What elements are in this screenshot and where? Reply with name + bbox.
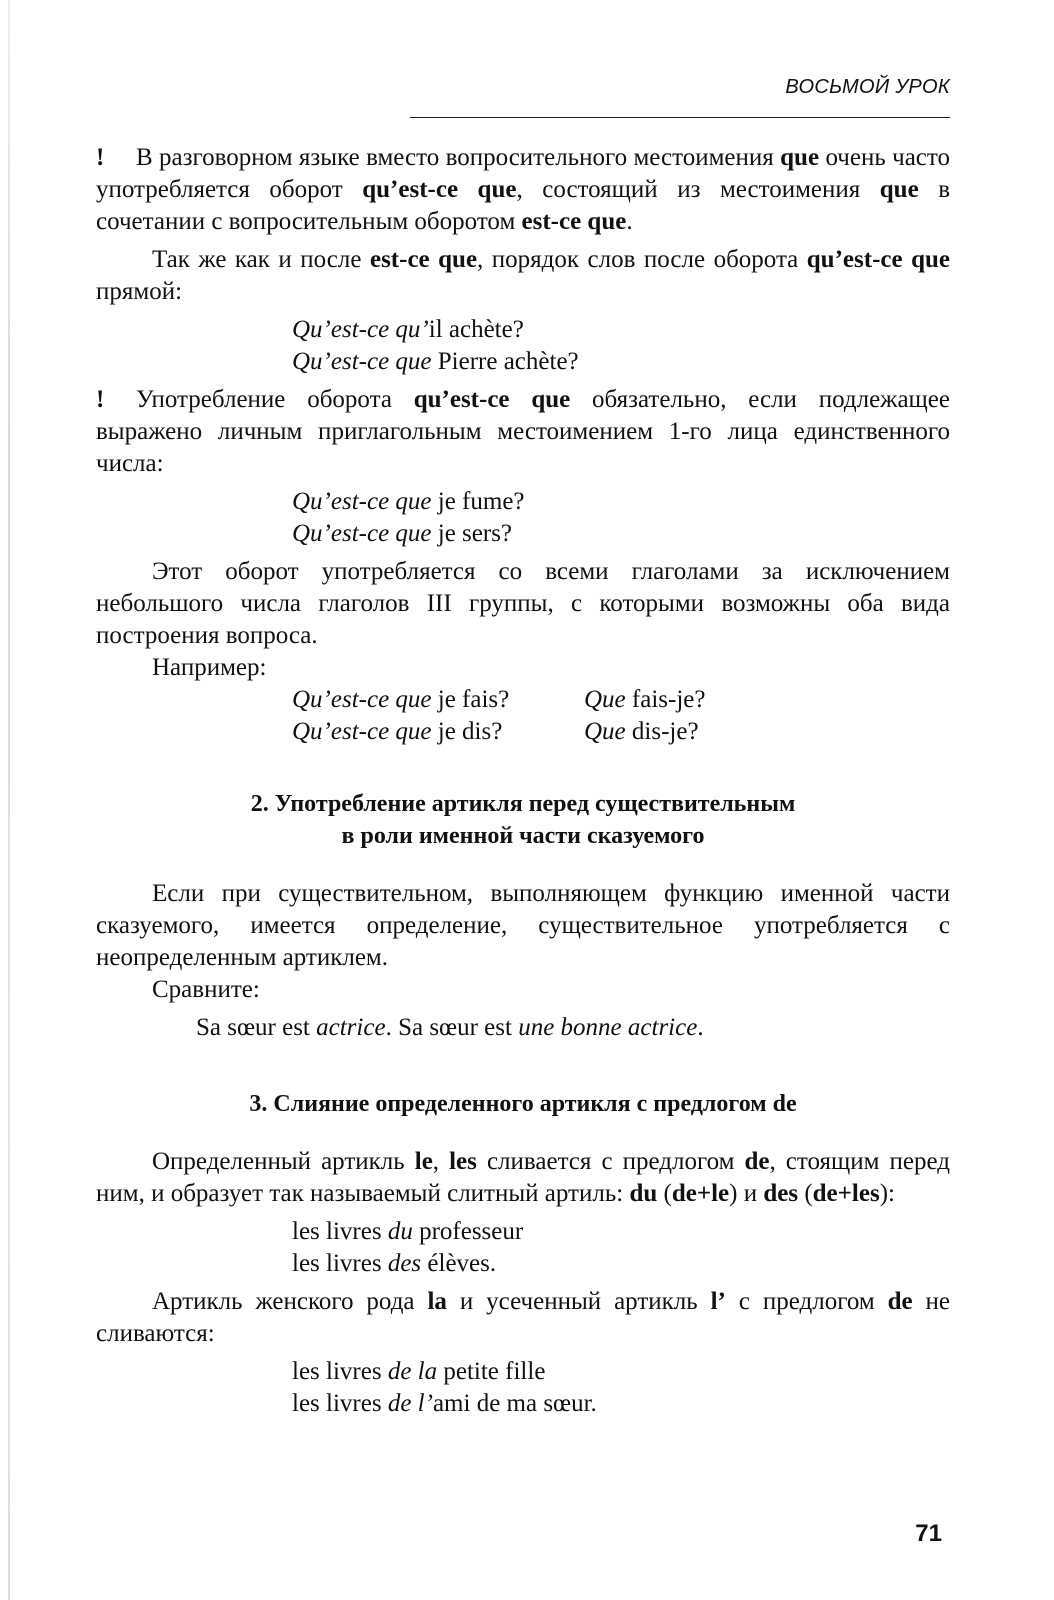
example-line: Qu’est-ce qu’il achète? xyxy=(292,316,524,343)
page-number: 71 xyxy=(915,1520,942,1547)
section-2-paragraph: Если при существительном, выполняющем функцию именной части сказуемого, имеется определение, существительное употребляется с неопределенным артиклем. xyxy=(96,880,950,971)
for-example-label: Например: xyxy=(152,654,267,681)
example-pair-line: Qu’est-ce que je dis? Que dis-je? xyxy=(292,718,699,745)
example-line: les livres de l’ami de ma sœur. xyxy=(292,1390,597,1417)
page-body xyxy=(96,142,950,1420)
word-order-paragraph: Так же как и после est-ce que, порядок слов после оборота qu’est-ce que прямой: xyxy=(96,246,950,305)
section-2-title: 2. Употребление артикля перед существительным в роли именной части сказуемого xyxy=(250,791,796,849)
example-line: Qu’est-ce que Pierre achète? xyxy=(292,348,579,375)
section-3-example-2 xyxy=(96,1356,950,1420)
note-paragraph-2: ! Употребление оборота qu’est-ce que обязательно, если подлежащее выражено личным приглагольным местоимением 1-го лица единственного числа: xyxy=(96,386,950,477)
running-head: ВОСЬМОЙ УРОК xyxy=(785,76,950,98)
example-line: les livres de la petite fille xyxy=(292,1358,546,1385)
usage-paragraph: Этот оборот употребляется со всеми глаголами за исключением небольшого числа глаголов III группы, с которыми возможны оба вида построения вопроса. xyxy=(96,558,950,649)
example-block-1 xyxy=(96,314,950,378)
example-line: Qu’est-ce que je fume? xyxy=(292,488,525,515)
exclamation-note-icon: ! xyxy=(96,386,105,413)
section-2 xyxy=(96,788,950,1044)
example-line: les livres du professeur xyxy=(292,1218,524,1245)
section-3-title: 3. Слияние определенного артикля с предлогом de xyxy=(249,1091,797,1117)
scan-edge xyxy=(8,0,10,1600)
section-3-paragraph-1: Определенный артикль le, les сливается с предлогом de, стоящим перед ним, и образует так называемый слитный артиль: du (de+le) и des (de+les): xyxy=(96,1148,950,1207)
example-pair-line: Qu’est-ce que je fais? Que fais-je? xyxy=(292,686,706,713)
example-line: Qu’est-ce que je sers? xyxy=(292,520,513,547)
exclamation-note-icon: ! xyxy=(96,144,105,171)
note-paragraph-1: ! В разговорном языке вместо вопросительного местоимения que очень часто употребляется оборот qu’est-ce que, состоящий из местоимения que в сочетании с вопросительным оборотом est-ce que. xyxy=(96,144,951,235)
compare-label: Сравните: xyxy=(152,976,260,1003)
section-3 xyxy=(96,1088,950,1420)
example-block-2 xyxy=(96,486,950,550)
section-2-example: Sa sœur est actrice. Sa sœur est une bonne actrice. xyxy=(196,1014,704,1041)
section-3-example-1 xyxy=(96,1216,950,1280)
example-block-3 xyxy=(96,684,950,748)
header-rule xyxy=(410,117,950,118)
example-line: les livres des élèves. xyxy=(292,1250,497,1277)
section-3-paragraph-2: Артикль женского рода la и усеченный артикль l’ с предлогом de не сливаются: xyxy=(96,1288,951,1347)
